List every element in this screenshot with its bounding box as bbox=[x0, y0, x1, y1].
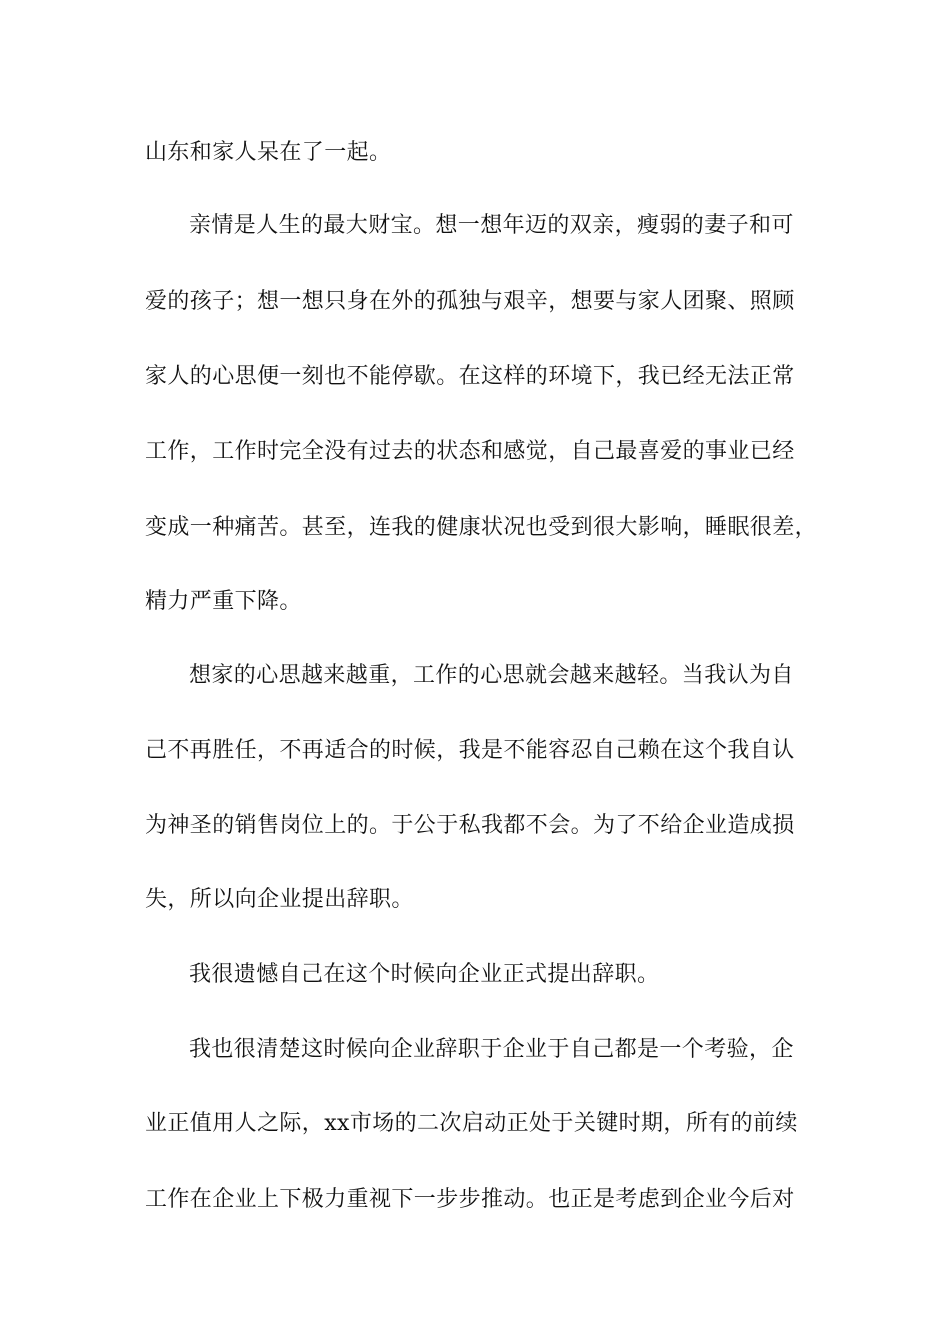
paragraph-start-line: 亲情是人生的最大财宝。想一想年迈的双亲，瘦弱的妻子和可 bbox=[189, 213, 794, 238]
paragraph-start-line: 想家的心思越来越重，工作的心思就会越来越轻。当我认为自 bbox=[189, 663, 794, 688]
text-line: 爱的孩子；想一想只身在外的孤独与艰辛，想要与家人团聚、照顾 bbox=[145, 289, 795, 314]
text-line: 业正值用人之际，xx市场的二次启动正处于关键时期，所有的前续 bbox=[145, 1111, 798, 1136]
text-line: 为神圣的销售岗位上的。于公于私我都不会。为了不给企业造成损 bbox=[145, 813, 795, 838]
text-line: 山东和家人呆在了一起。 bbox=[145, 140, 392, 165]
text-line: 工作，工作时完全没有过去的状态和感觉，自己最喜爱的事业已经 bbox=[145, 439, 795, 464]
text-line: 失，所以向企业提出辞职。 bbox=[145, 887, 414, 912]
text-line: 精力严重下降。 bbox=[145, 589, 302, 614]
text-line: 工作在企业上下极力重视下一步步推动。也正是考虑到企业今后对 bbox=[145, 1187, 795, 1212]
text-line: 变成一种痛苦。甚至，连我的健康状况也受到很大影响，睡眠很差， bbox=[145, 515, 818, 540]
text-line: 己不再胜任，不再适合的时候，我是不能容忍自己赖在这个我自认 bbox=[145, 738, 795, 763]
text-line: 家人的心思便一刻也不能停歇。在这样的环境下，我已经无法正常 bbox=[145, 364, 795, 389]
paragraph-start-line: 我很遗憾自己在这个时候向企业正式提出辞职。 bbox=[189, 962, 660, 987]
paragraph-start-line: 我也很清楚这时候向企业辞职于企业于自己都是一个考验，企 bbox=[189, 1037, 794, 1062]
